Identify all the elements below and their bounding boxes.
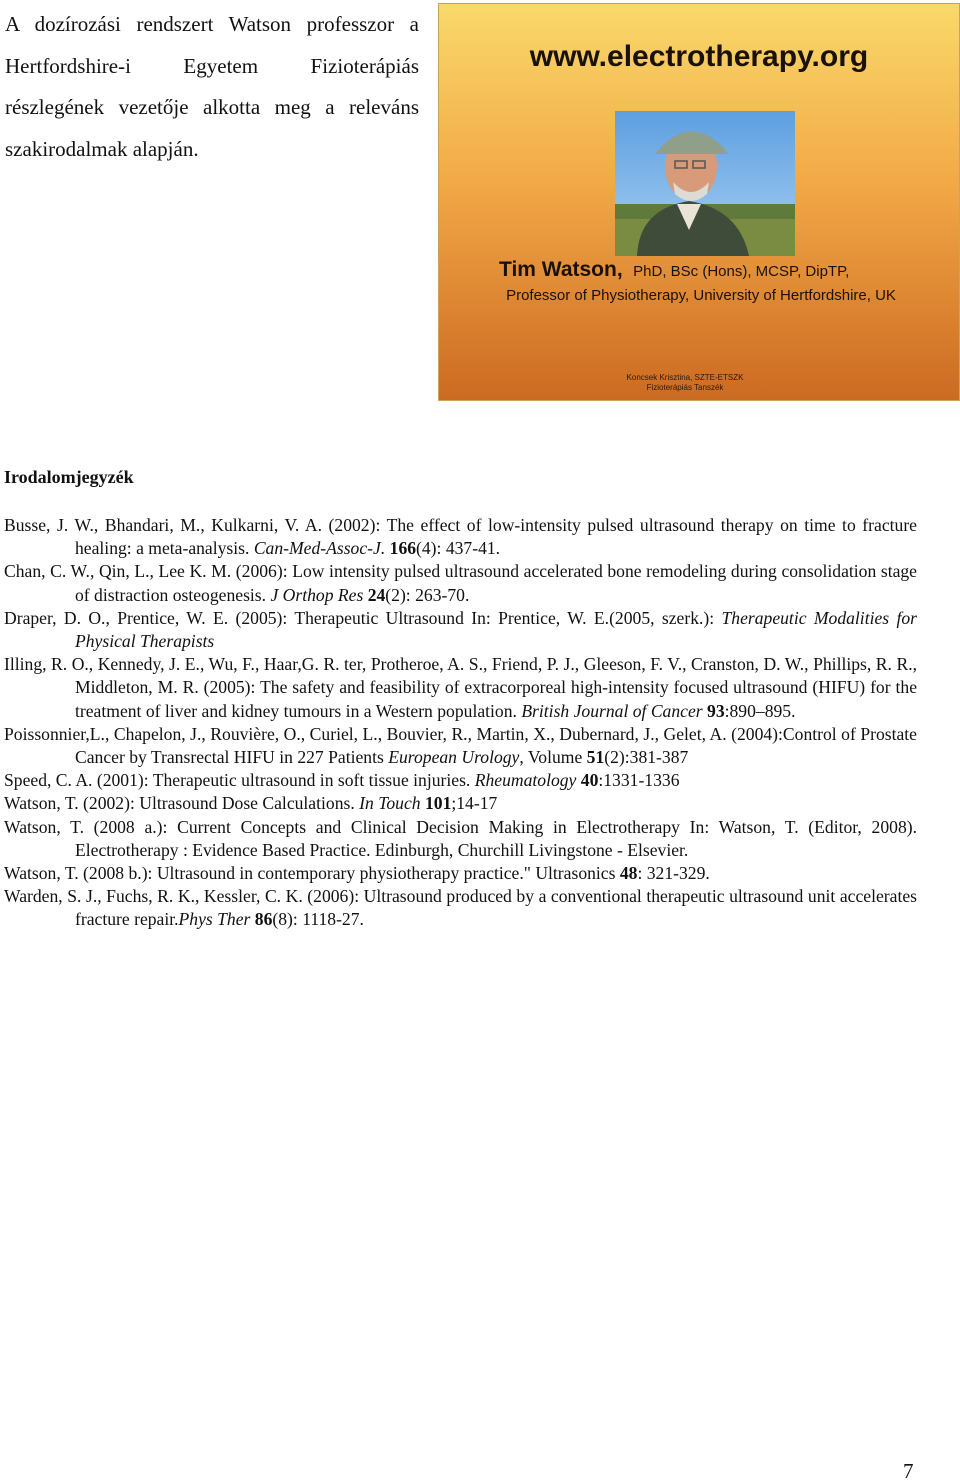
reference-journal: J Orthop Res <box>270 584 364 605</box>
reference-entry <box>4 862 917 885</box>
reference-text: Chan, C. W., Qin, L., Lee K. M. (2006): Low intensity pulsed ultrasound accelerated bone remodeling during consolidation stage of distraction osteogenesis. <box>4 561 917 605</box>
reference-text: Watson, T. (2002): Ultrasound Dose Calculations. <box>4 793 360 814</box>
reference-entry <box>4 792 917 815</box>
portrait-photo <box>615 111 795 256</box>
reference-entry <box>4 885 917 931</box>
reference-journal: Phys Ther <box>178 909 251 930</box>
reference-journal: Can-Med-Assoc-J. <box>253 538 386 559</box>
reference-entry <box>4 816 917 862</box>
reference-entry <box>4 769 917 792</box>
reference-list <box>4 514 917 932</box>
slide-image <box>438 3 960 401</box>
reference-text: Speed, C. A. (2001): Therapeutic ultrasound in soft tissue injuries. <box>4 770 475 791</box>
slide-credit-line2: Fizioterápiás Tanszék <box>646 383 724 392</box>
reference-text: Watson, T. (2008 a.): Current Concepts and Clinical Decision Making in Electrotherapy In: Watson, T. (Editor, 2008). Electrotherapy : Evidence Based Practice. Edinburgh, Churchill Livingstone - Elsevier. <box>4 816 917 860</box>
reference-volume: 51 <box>586 747 605 768</box>
reference-text: , Volume <box>519 747 587 768</box>
reference-text: (4): 437-41. <box>416 538 501 559</box>
reference-text: :890–895. <box>724 700 796 721</box>
reference-text: Busse, J. W., Bhandari, M., Kulkarni, V. A. (2002): The effect of low-intensity pulsed ultrasound therapy on time to fracture healing: a meta-analysis. <box>4 515 917 559</box>
reference-text: Warden, S. J., Fuchs, R. K., Kessler, C. K. (2006): Ultrasound produced by a conventional therapeutic ultrasound unit accelerates fracture repair. <box>4 886 917 930</box>
reference-text: : 321-329. <box>637 863 710 884</box>
reference-journal: British Journal of Cancer <box>521 700 703 721</box>
slide-url: www.electrotherapy.org <box>529 40 869 73</box>
reference-journal: In Touch <box>359 793 421 814</box>
slide-degrees: PhD, BSc (Hons), MCSP, DipTP, <box>633 263 850 280</box>
bibliography-heading: Irodalomjegyzék <box>4 467 134 487</box>
reference-journal: Rheumatology <box>474 770 577 791</box>
reference-volume: 40 <box>580 770 599 791</box>
slide-credit-line1: Koncsek Krisztina, SZTE-ETSZK <box>626 373 744 382</box>
reference-entry <box>4 653 917 723</box>
reference-journal: European Urology <box>388 747 520 768</box>
reference-volume: 101 <box>424 793 452 814</box>
reference-text: (2): 263-70. <box>385 584 470 605</box>
reference-text: Watson, T. (2008 b.): Ultrasound in contemporary physiotherapy practice." Ultrasonics <box>4 863 620 884</box>
reference-volume: 48 <box>619 863 638 884</box>
reference-entry <box>4 514 917 560</box>
reference-volume: 93 <box>707 700 725 721</box>
reference-text: :1331-1336 <box>598 770 680 791</box>
reference-entry <box>4 560 917 606</box>
reference-volume: 24 <box>367 584 386 605</box>
page-number: 7 <box>903 1459 914 1483</box>
slide-position: Professor of Physiotherapy, University of Hertfordshire, UK <box>506 287 896 304</box>
reference-text: Draper, D. O., Prentice, W. E. (2005): Therapeutic Ultrasound In: Prentice, W. E.(2005, szerk.): <box>4 607 722 628</box>
reference-text: Poissonnier,L., Chapelon, J., Rouvière, O., Curiel, L., Bouvier, R., Martin, X., Dubernard, J., Gelet, A. (2004):Control of Prostate Cancer by Transrectal HIFU in 227 Patients <box>4 723 917 768</box>
reference-text: (2):381-387 <box>604 747 689 768</box>
reference-text: Illing, R. O., Kennedy, J. E., Wu, F., Haar,G. R. ter, Protheroe, A. S., Friend, P. J., Gleeson, F. V., Cranston, D. W., Phillips, R. R., Middleton, M. R. (2005): The safety and feasibility of extracorporeal high-intensity focused ultrasound (HIFU) for the treatment of liver and kidney tumours in a Western population. <box>4 654 917 721</box>
slide-name: Tim Watson, <box>499 258 623 281</box>
reference-entry <box>4 723 917 769</box>
reference-text: (8): 1118-27. <box>272 909 364 930</box>
intro-paragraph: A dozírozási rendszert Watson professzor a Hertfordshire-i Egyetem Fizioterápiás részlegének vezetője alkotta meg a releváns szakirodalmak alapján. <box>5 12 419 161</box>
reference-text: ;14-17 <box>451 793 498 814</box>
reference-volume: 166 <box>389 538 417 559</box>
reference-volume: 86 <box>254 909 273 930</box>
reference-entry <box>4 607 917 653</box>
reference-journal: Therapeutic Modalities for Physical Therapists <box>75 607 918 652</box>
